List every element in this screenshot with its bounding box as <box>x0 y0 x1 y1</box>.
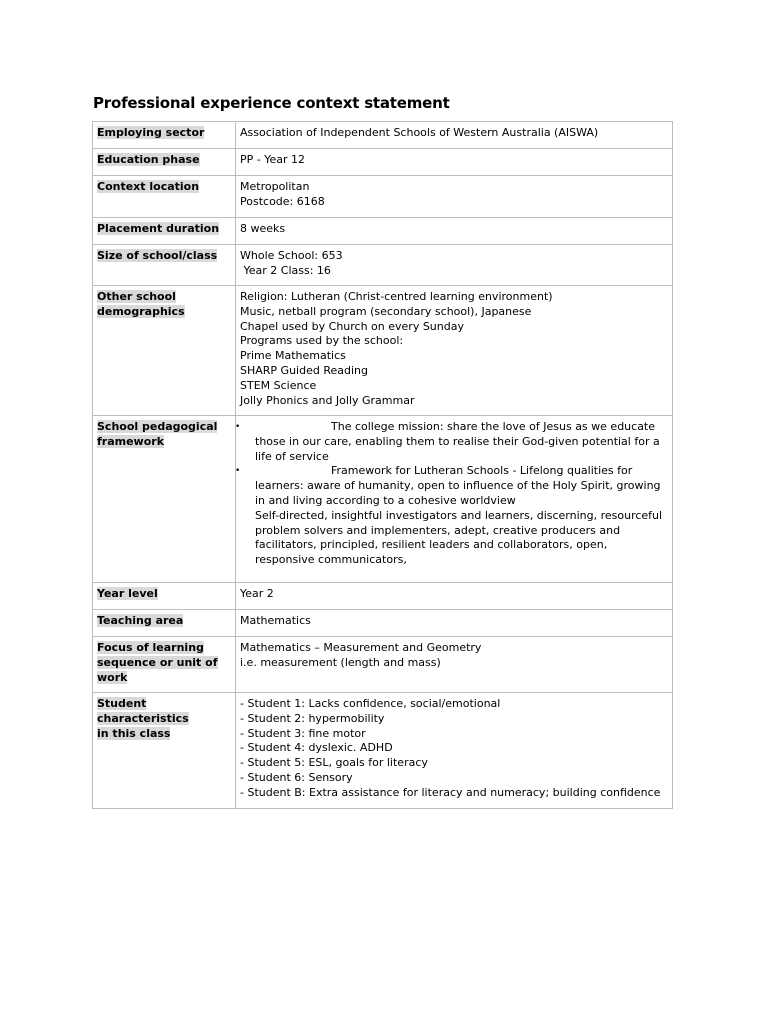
bullet-continuation: those in our care, enabling them to realise their God-given potential for a life of service <box>255 434 660 463</box>
row-label: Teaching area <box>97 614 184 627</box>
label-cell <box>93 149 236 176</box>
value-cell <box>236 693 673 809</box>
row-label: Size of school/class <box>97 249 218 262</box>
row-teaching-area <box>93 610 673 637</box>
value-line: Prime Mathematics <box>240 349 346 363</box>
row-value: Year 2 <box>240 587 274 600</box>
value-line: - Student 6: Sensory <box>240 770 353 784</box>
label-cell <box>93 286 236 416</box>
framework-qualities: Self-directed, insightful investigators and learners, discerning, resourceful problem solvers and implementers, adept, creative producers and facilitators, principled, resilient leaders and collaborators, open, responsive communicators, <box>255 508 663 567</box>
row-label: Student characteristics <box>97 697 189 725</box>
row-label: Context location <box>97 180 200 193</box>
bullet-item <box>235 420 667 464</box>
row-value: PP - Year 12 <box>240 153 306 166</box>
bullet-first-line: The college mission: share the love of Jesus as we educate <box>331 420 656 433</box>
row-placement-duration <box>93 218 673 245</box>
value-cell <box>236 583 673 610</box>
row-label: sequence or unit of <box>97 655 218 669</box>
label-cell <box>93 176 236 218</box>
row-label: Other school <box>97 290 176 303</box>
bullet-continuation: learners: aware of humanity, open to influence of the Holy Spirit, growing in and living according to a cohesive worldview <box>255 479 661 507</box>
row-label: Year level <box>97 587 158 600</box>
value-cell <box>236 610 673 637</box>
value-cell <box>236 286 673 416</box>
row-label: Education phase <box>97 153 200 166</box>
value-line: Whole School: 653 <box>240 249 343 262</box>
label-cell <box>93 416 236 583</box>
label-cell <box>93 693 236 809</box>
value-cell <box>236 149 673 176</box>
row-label: demographics <box>97 304 185 318</box>
row-value: 8 weeks <box>240 222 286 235</box>
value-cell <box>236 122 673 149</box>
label-cell <box>93 637 236 693</box>
bullet-first-line: Framework for Lutheran Schools - Lifelong qualities for <box>331 464 633 478</box>
value-cell <box>236 218 673 245</box>
value-line: - Student 2: hypermobility <box>240 711 385 725</box>
row-focus <box>93 637 673 693</box>
value-line: - Student B: Extra assistance for literacy and numeracy; building confidence <box>240 785 661 799</box>
row-education-phase <box>93 149 673 176</box>
row-employing-sector <box>93 122 673 149</box>
value-line: Music, netball program (secondary school), Japanese <box>240 304 532 318</box>
row-label: in this class <box>97 726 171 740</box>
value-line: SHARP Guided Reading <box>240 363 368 377</box>
value-line: i.e. measurement (length and mass) <box>240 655 441 669</box>
row-context-location <box>93 176 673 218</box>
row-label: School pedagogical <box>97 420 218 433</box>
value-line: STEM Science <box>240 378 317 392</box>
label-cell <box>93 583 236 610</box>
row-demographics <box>93 286 673 416</box>
row-students <box>93 693 673 809</box>
bullet-item <box>235 464 667 508</box>
value-cell <box>236 245 673 286</box>
row-label: Employing sector <box>97 126 205 139</box>
row-label: work <box>97 670 128 684</box>
row-value: Association of Independent Schools of Western Australia (AISWA) <box>240 126 599 139</box>
row-label: framework <box>97 434 165 448</box>
value-line: Postcode: 6168 <box>240 194 325 208</box>
value-line: - Student 1: Lacks confidence, social/emotional <box>240 697 501 710</box>
value-line: - Student 5: ESL, goals for literacy <box>240 756 428 770</box>
label-cell <box>93 610 236 637</box>
value-line: Jolly Phonics and Jolly Grammar <box>240 393 415 407</box>
row-year-level <box>93 583 673 610</box>
value-line: Metropolitan <box>240 180 310 193</box>
label-cell <box>93 122 236 149</box>
value-line: Mathematics – Measurement and Geometry <box>240 641 482 654</box>
row-label: Placement duration <box>97 222 220 235</box>
value-cell <box>236 176 673 218</box>
value-cell <box>236 637 673 693</box>
value-line: - Student 3: fine motor <box>240 726 366 740</box>
row-value: Mathematics <box>240 614 311 627</box>
value-line: Year 2 Class: 16 <box>240 263 331 277</box>
label-cell <box>93 245 236 286</box>
page-title: Professional experience context statement <box>93 94 450 112</box>
label-cell <box>93 218 236 245</box>
row-label: Focus of learning <box>97 641 204 654</box>
value-cell <box>236 416 673 583</box>
context-table <box>92 121 673 809</box>
row-framework <box>93 416 673 583</box>
bullet-icon: • <box>235 466 241 477</box>
bullet-icon: • <box>235 422 241 432</box>
row-size <box>93 245 673 286</box>
value-line: Religion: Lutheran (Christ-centred learning environment) <box>240 290 553 303</box>
value-line: Chapel used by Church on every Sunday <box>240 319 464 333</box>
value-line: - Student 4: dyslexic. ADHD <box>240 741 393 755</box>
value-line: Programs used by the school: <box>240 334 404 348</box>
